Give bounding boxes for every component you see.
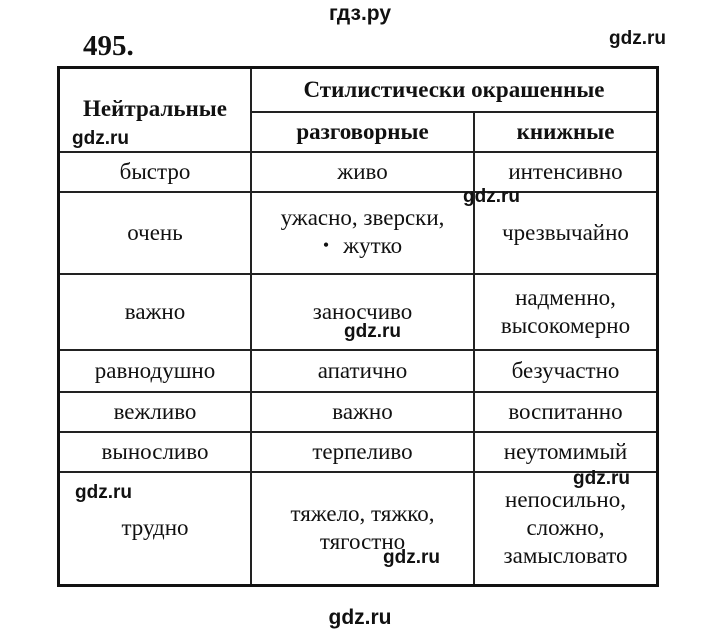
table-row: [59, 192, 658, 274]
watermark: gdz.ru: [609, 28, 666, 49]
cell-line: тяжело, тяжко,: [290, 501, 435, 527]
cell-line: замысловато: [503, 543, 628, 569]
watermark: gdz.ru: [75, 482, 132, 503]
cell-colloquial: терпеливо: [251, 432, 474, 472]
cell-colloquial: [251, 472, 474, 586]
cell-colloquial: заносчиво: [251, 274, 474, 350]
cell-neutral: равнодушно: [59, 350, 252, 392]
watermark: gdz.ru: [463, 186, 520, 207]
cell-bookish: чрезвычайно: [474, 192, 658, 274]
site-title: гдз.ру: [328, 2, 392, 25]
exercise-number: 495.: [83, 30, 134, 62]
watermark: gdz.ru: [383, 547, 440, 568]
cell-bookish: воспитанно: [474, 392, 658, 432]
cell-bookish: [474, 274, 658, 350]
header-colloquial: разговорные: [251, 112, 474, 152]
cell-line: непосильно,: [505, 487, 626, 513]
cell-colloquial: живо: [251, 152, 474, 192]
cell-line: тягостно: [319, 529, 406, 555]
cell-bookish: безучастно: [474, 350, 658, 392]
table-row: [59, 152, 658, 192]
cell-bookish: неутомимый: [474, 432, 658, 472]
bullet-icon: •: [322, 235, 330, 255]
cell-colloquial: [251, 192, 474, 274]
table-row: [59, 472, 658, 586]
header-neutral: Нейтральные: [59, 68, 252, 152]
cell-line-with-bullet: • жутко: [322, 233, 403, 258]
cell-line: ужасно, зверски,: [280, 205, 445, 230]
cell-neutral: выносливо: [59, 432, 252, 472]
table-row: [59, 432, 658, 472]
cell-neutral: вежливо: [59, 392, 252, 432]
header-stylistic: Стилистически окрашенные: [251, 68, 658, 112]
cell-line: высокомерно: [500, 312, 631, 338]
watermark: gdz.ru: [344, 321, 401, 342]
cell-neutral: трудно: [59, 472, 252, 586]
table-row: [59, 350, 658, 392]
cell-line: сложно,: [526, 515, 605, 541]
cell-colloquial: апатично: [251, 350, 474, 392]
watermark: gdz.ru: [328, 606, 392, 629]
cell-neutral: быстро: [59, 152, 252, 192]
cell-neutral: очень: [59, 192, 252, 274]
table-row: [59, 392, 658, 432]
header-bookish: книжные: [474, 112, 658, 152]
cell-neutral: важно: [59, 274, 252, 350]
cell-colloquial: важно: [251, 392, 474, 432]
watermark: gdz.ru: [72, 128, 129, 149]
watermark: gdz.ru: [573, 468, 630, 489]
cell-bookish: интенсивно: [474, 152, 658, 192]
cell-line: надменно,: [515, 284, 616, 310]
